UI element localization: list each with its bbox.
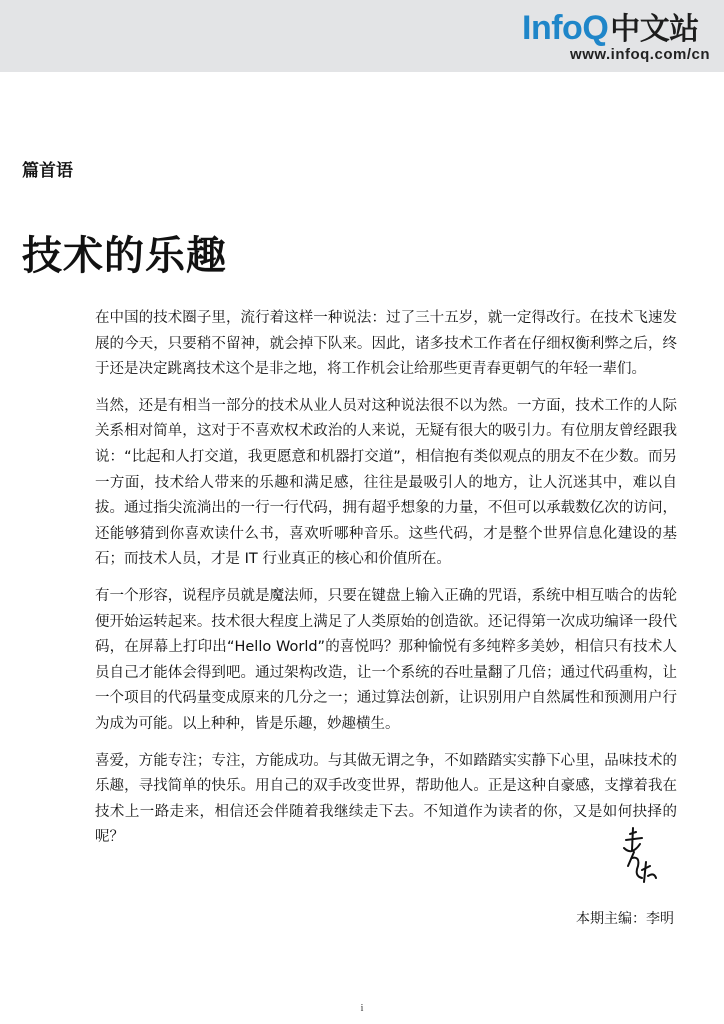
infoq-logo[interactable] xyxy=(522,8,712,66)
header-band xyxy=(0,0,724,72)
page-number: i xyxy=(360,1003,364,1014)
logo-brand-prefix: Info xyxy=(522,9,583,47)
editor-credit: 本期主编：李明 xyxy=(576,911,674,927)
paragraph: 在中国的技术圈子里，流行着这样一种说法：过了三十五岁，就一定得改行。在技术飞速发展的今天，只要稍不留神，就会掉下队来。因此，诸多技术工作者在仔细权衡利弊之后，终于还是决定跳离技术这个是非之地，将工作机会让给那些更青春更朝气的年轻一辈们。 xyxy=(95,310,677,378)
handwritten-signature xyxy=(620,826,660,884)
paragraph: 有一个形容，说程序员就是魔法师，只要在键盘上输入正确的咒语，系统中相互啮合的齿轮便开始运转起来。技术很大程度上满足了人类原始的创造欲。还记得第一次成功编译一段代码，在屏幕上打印出“Hello World”的喜悦吗？那种愉悦有多纯粹多美妙，相信只有技术人员自己才能体会得到吧。通过架构改造，让一个系统的吞吐量翻了几倍；通过代码重构，让一个项目的代码量变成原来的几分之一；通过算法创新，让识别用户自然属性和预测用户行为成为可能。以上种种，皆是乐趣，妙趣横生。 xyxy=(95,587,677,732)
section-label: 篇首语 xyxy=(22,161,73,181)
logo-wordmark xyxy=(522,8,699,50)
logo-brand-q: Q xyxy=(582,9,609,47)
paragraph: 喜爱，方能专注；专注，方能成功。与其做无谓之争，不如踏踏实实静下心里，品味技术的乐趣，寻找简单的快乐。用自己的双手改变世界，帮助他人。正是这种自豪感，支撑着我在技术上一路走来，相信还会伴随着我继续走下去。不知道作为读者的你，又是如何抉择的呢？ xyxy=(95,752,677,846)
logo-cn-text: 中文站 xyxy=(610,12,699,47)
logo-url[interactable]: www.infoq.com/cn xyxy=(570,46,710,63)
article-body xyxy=(95,306,677,862)
paragraph: 当然，还是有相当一部分的技术从业人员对这种说法很不以为然。一方面，技术工作的人际关系相对简单，这对于不喜欢权术政治的人来说，无疑有很大的吸引力。有位朋友曾经跟我说：“比起和人打交道，我更愿意和机器打交道”，相信抱有类似观点的朋友不在少数。而另一方面，技术给人带来的乐趣和满足感，往往是最吸引人的地方，让人沉迷其中，难以自拔。通过指尖流淌出的一行一行代码，拥有超乎想象的力量，不但可以承载数亿次的访问，还能够猜到你喜欢读什么书，喜欢听哪种音乐。这些代码，才是整个世界信息化建设的基石；而技术人员，才是 IT 行业真正的核心和价值所在。 xyxy=(95,397,677,568)
page-title: 技术的乐趣 xyxy=(22,233,227,279)
